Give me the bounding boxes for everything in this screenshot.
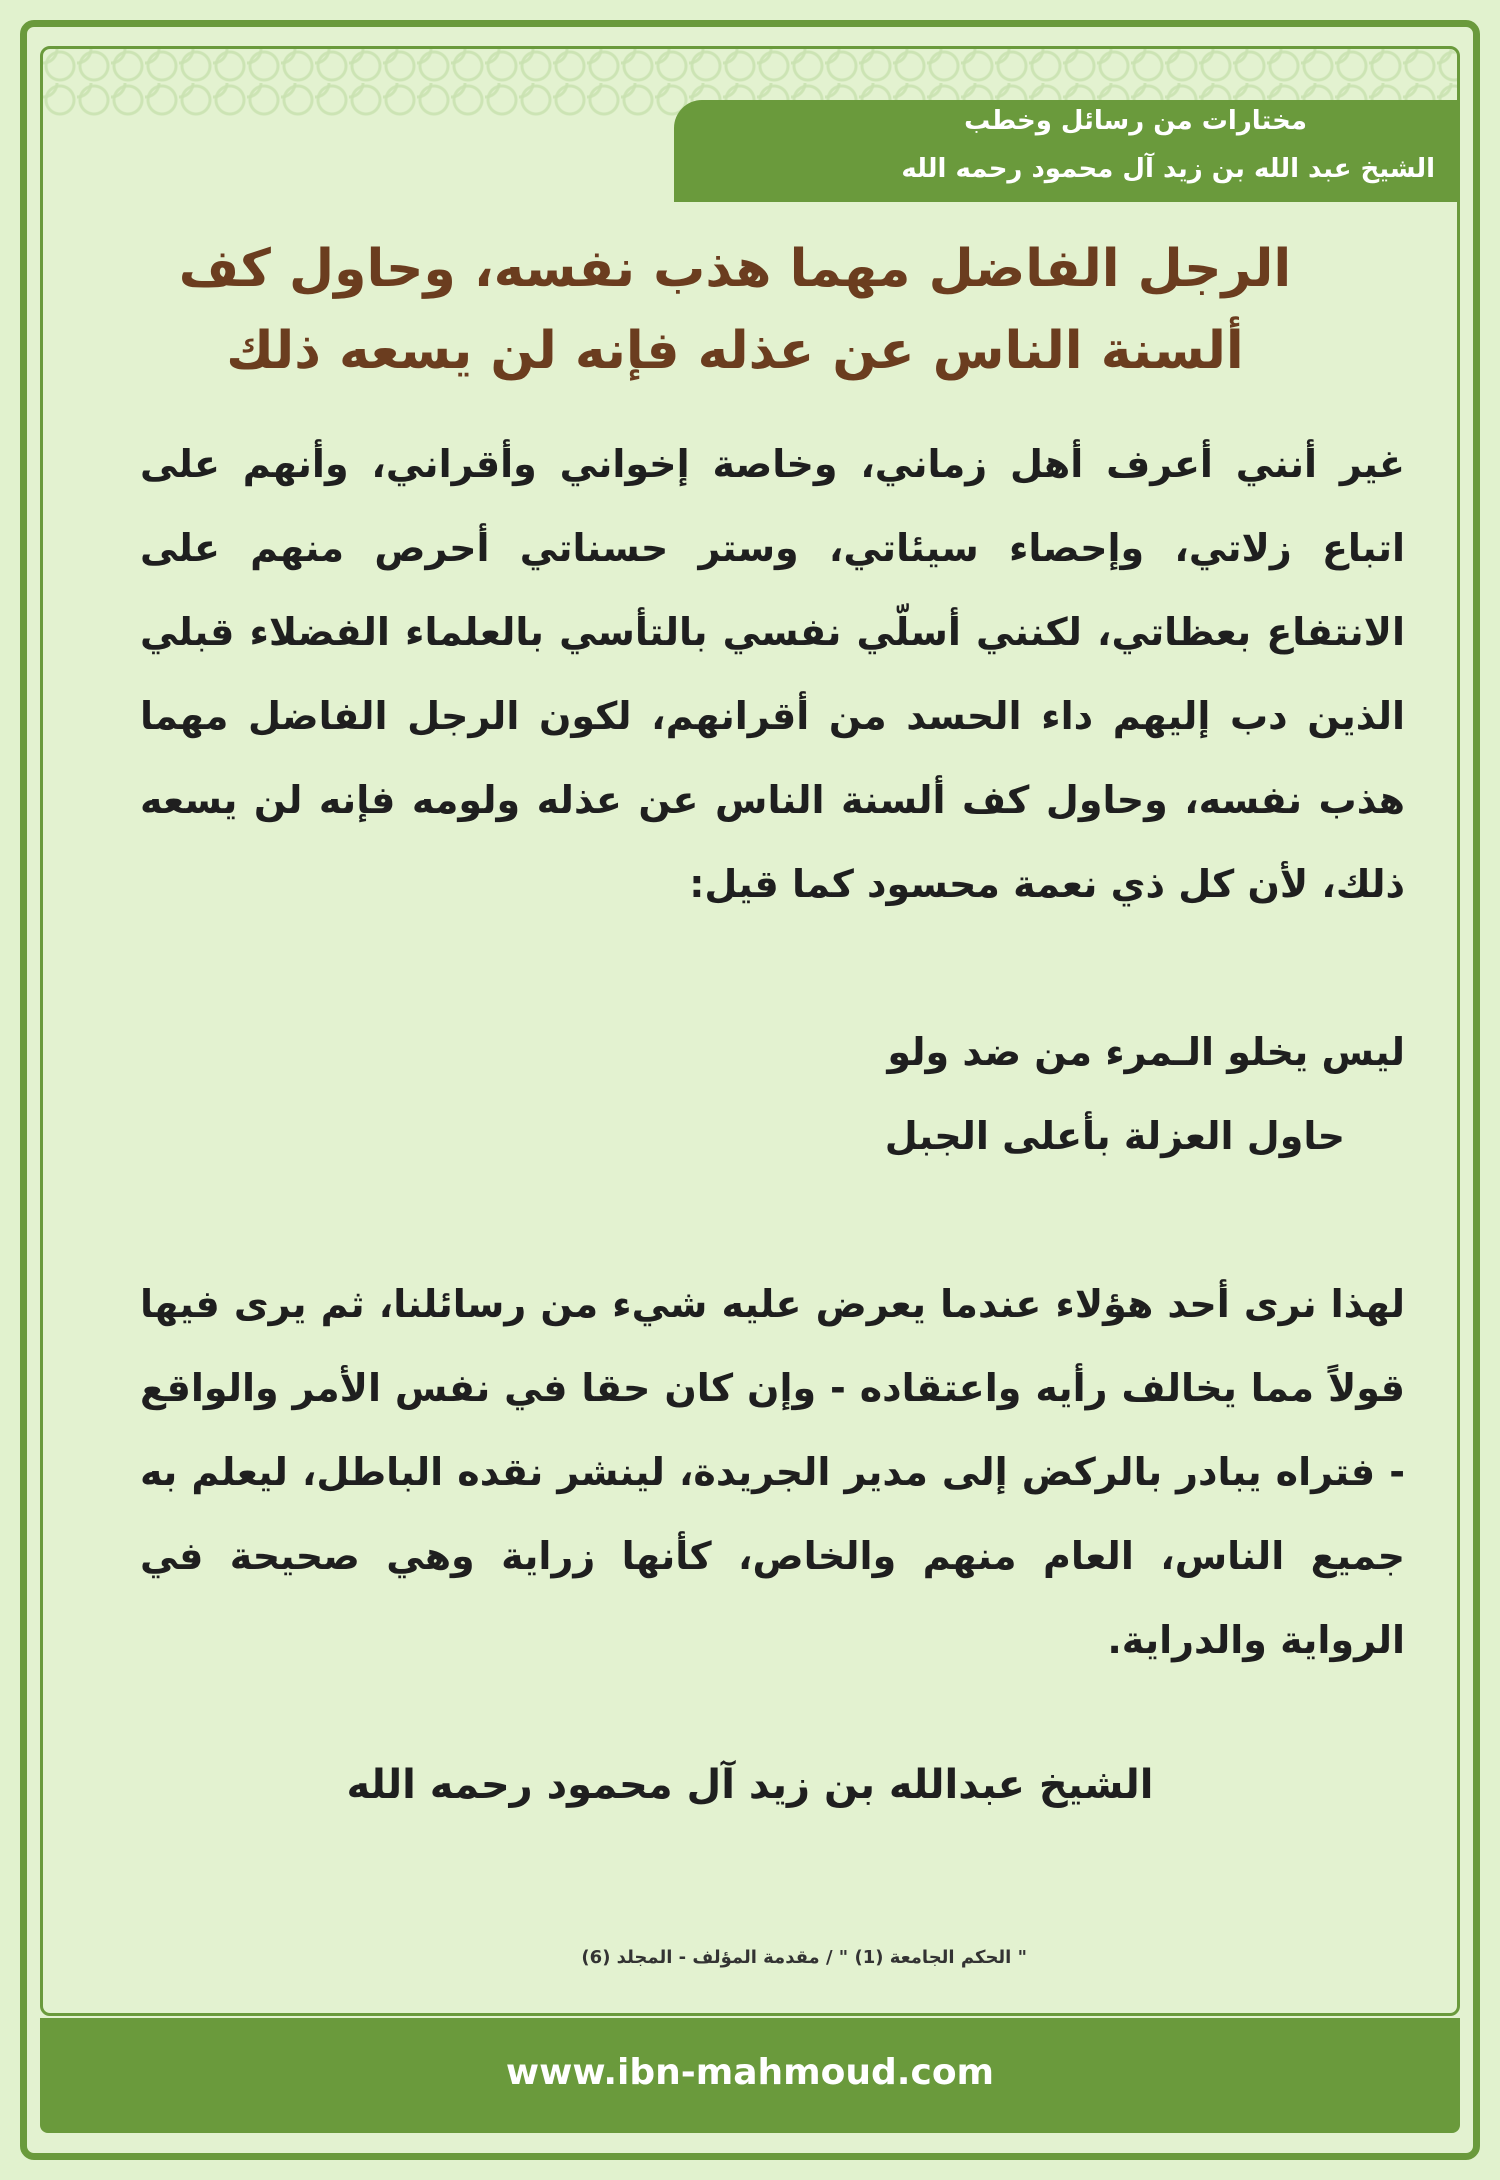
header-author: الشيخ عبد الله بن زيد آل محمود رحمه الله: [901, 154, 1435, 184]
footer-bar: [40, 2018, 1460, 2133]
main-title: [110, 228, 1360, 392]
website-link[interactable]: www.ibn-mahmoud.com: [505, 2052, 995, 2093]
header-box: [674, 100, 1457, 202]
source-reference: " الحكم الجامعة (1) " / مقدمة المؤلف - المجلد (6): [581, 1947, 1027, 1968]
paragraph-2: لهذا نرى أحد هؤلاء عندما يعرض عليه شيء من رسائلنا، ثم يرى فيها قولاً مما يخالف رأيه واعتقاده - وإن كان حقا في نفس الأمر والواقع - فتراه يبادر بالركض إلى مدير الجريدة، لينشر نقده الباطل، ليعلم به جميع الناس، العام منهم والخاص، كأنها زراية وهي صحيحة في الرواية والدراية.: [140, 1282, 1405, 1662]
poem-line-2: حاول العزلة بأعلى الجبل: [884, 1114, 1345, 1158]
main-title-line2: ألسنة الناس عن عذله فإنه لن يسعه ذلك: [226, 321, 1244, 381]
signature: الشيخ عبدالله بن زيد آل محمود رحمه الله: [346, 1762, 1154, 1808]
header-series-title: مختارات من رسائل وخطب: [964, 106, 1307, 136]
paragraph-1: غير أنني أعرف أهل زماني، وخاصة إخواني وأقراني، وأنهم على اتباع زلاتي، وإحصاء سيئاتي، وستر حسناتي أحرص منهم على الانتفاع بعظاتي، لكنني أسلّي نفسي بالتأسي بالعلماء الفضلاء قبلي الذين دب إليهم داء الحسد من أقرانهم، لكون الرجل الفاضل مهما هذب نفسه، وحاول كف ألسنة الناس عن عذله ولومه فإنه لن يسعه ذلك، لأن كل ذي نعمة محسود كما قيل:: [140, 442, 1405, 906]
poem-line-1: ليس يخلو الـمرء من ضد ولو: [887, 1030, 1405, 1074]
main-title-line1: الرجل الفاضل مهما هذب نفسه، وحاول كف: [178, 239, 1292, 299]
